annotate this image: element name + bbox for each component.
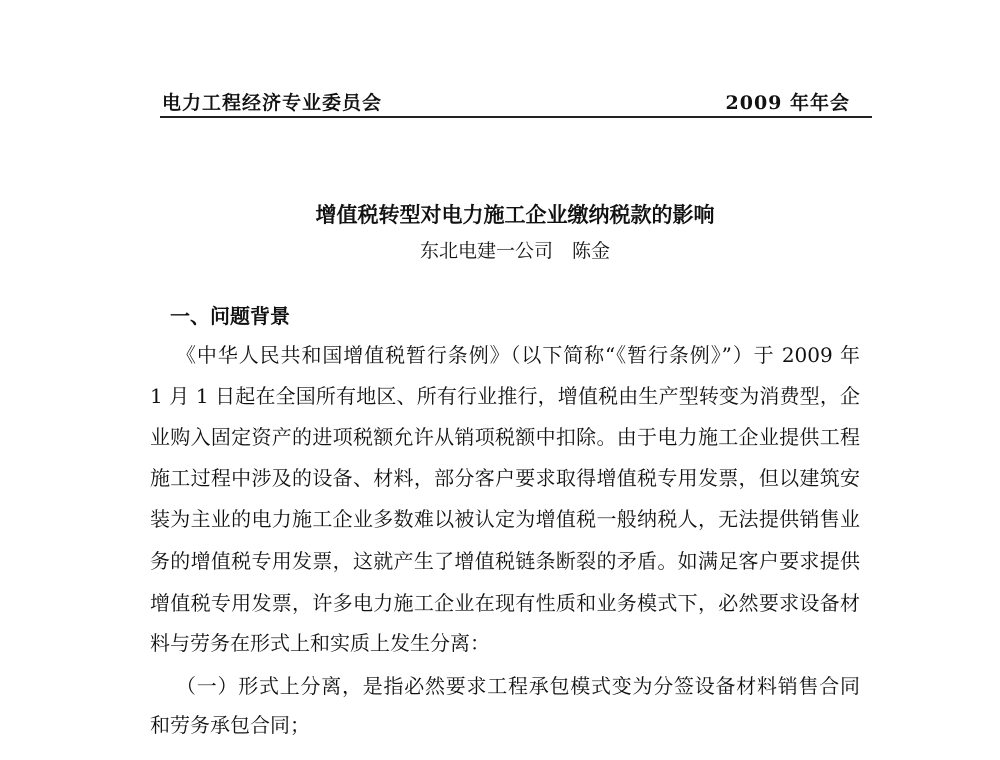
body-line: 和劳务承包合同； (150, 713, 310, 737)
body-line: 装为主业的电力施工企业多数难以被认定为增值税一般纳税人，无法提供销售业 (150, 507, 860, 531)
body-line: 料与劳务在形式上和实质上发生分离： (150, 631, 490, 655)
author-line: 东北电建一公司 陈金 (419, 240, 610, 262)
document-title: 增值税转型对电力施工企业缴纳税款的影响 (315, 202, 715, 227)
body-line: 施工过程中涉及的设备、材料，部分客户要求取得增值税专用发票，但以建筑安 (150, 466, 860, 490)
body-line: 1 月 1 日起在全国所有地区、所有行业推行，增值税由生产型转变为消费型，企 (150, 384, 860, 408)
body-line: 增值税专用发票，许多电力施工企业在现有性质和业务模式下，必然要求设备材 (150, 591, 860, 615)
section-heading: 一、问题背景 (170, 304, 290, 328)
running-header-left: 电力工程经济专业委员会 (162, 92, 383, 114)
header-rule (160, 116, 872, 118)
body-line: 《中华人民共和国增值税暂行条例》（以下简称“《暂行条例》”）于 2009 年 (176, 343, 860, 367)
body-line: 务的增值税专用发票，这就产生了增值税链条断裂的矛盾。如满足客户要求提供 (150, 549, 860, 573)
running-header-right: 2009 年年会 (725, 92, 850, 114)
body-line: 业购入固定资产的进项税额允许从销项税额中扣除。由于电力施工企业提供工程 (150, 425, 860, 449)
body-line: （一）形式上分离，是指必然要求工程承包模式变为分签设备材料销售合同 (176, 674, 860, 698)
